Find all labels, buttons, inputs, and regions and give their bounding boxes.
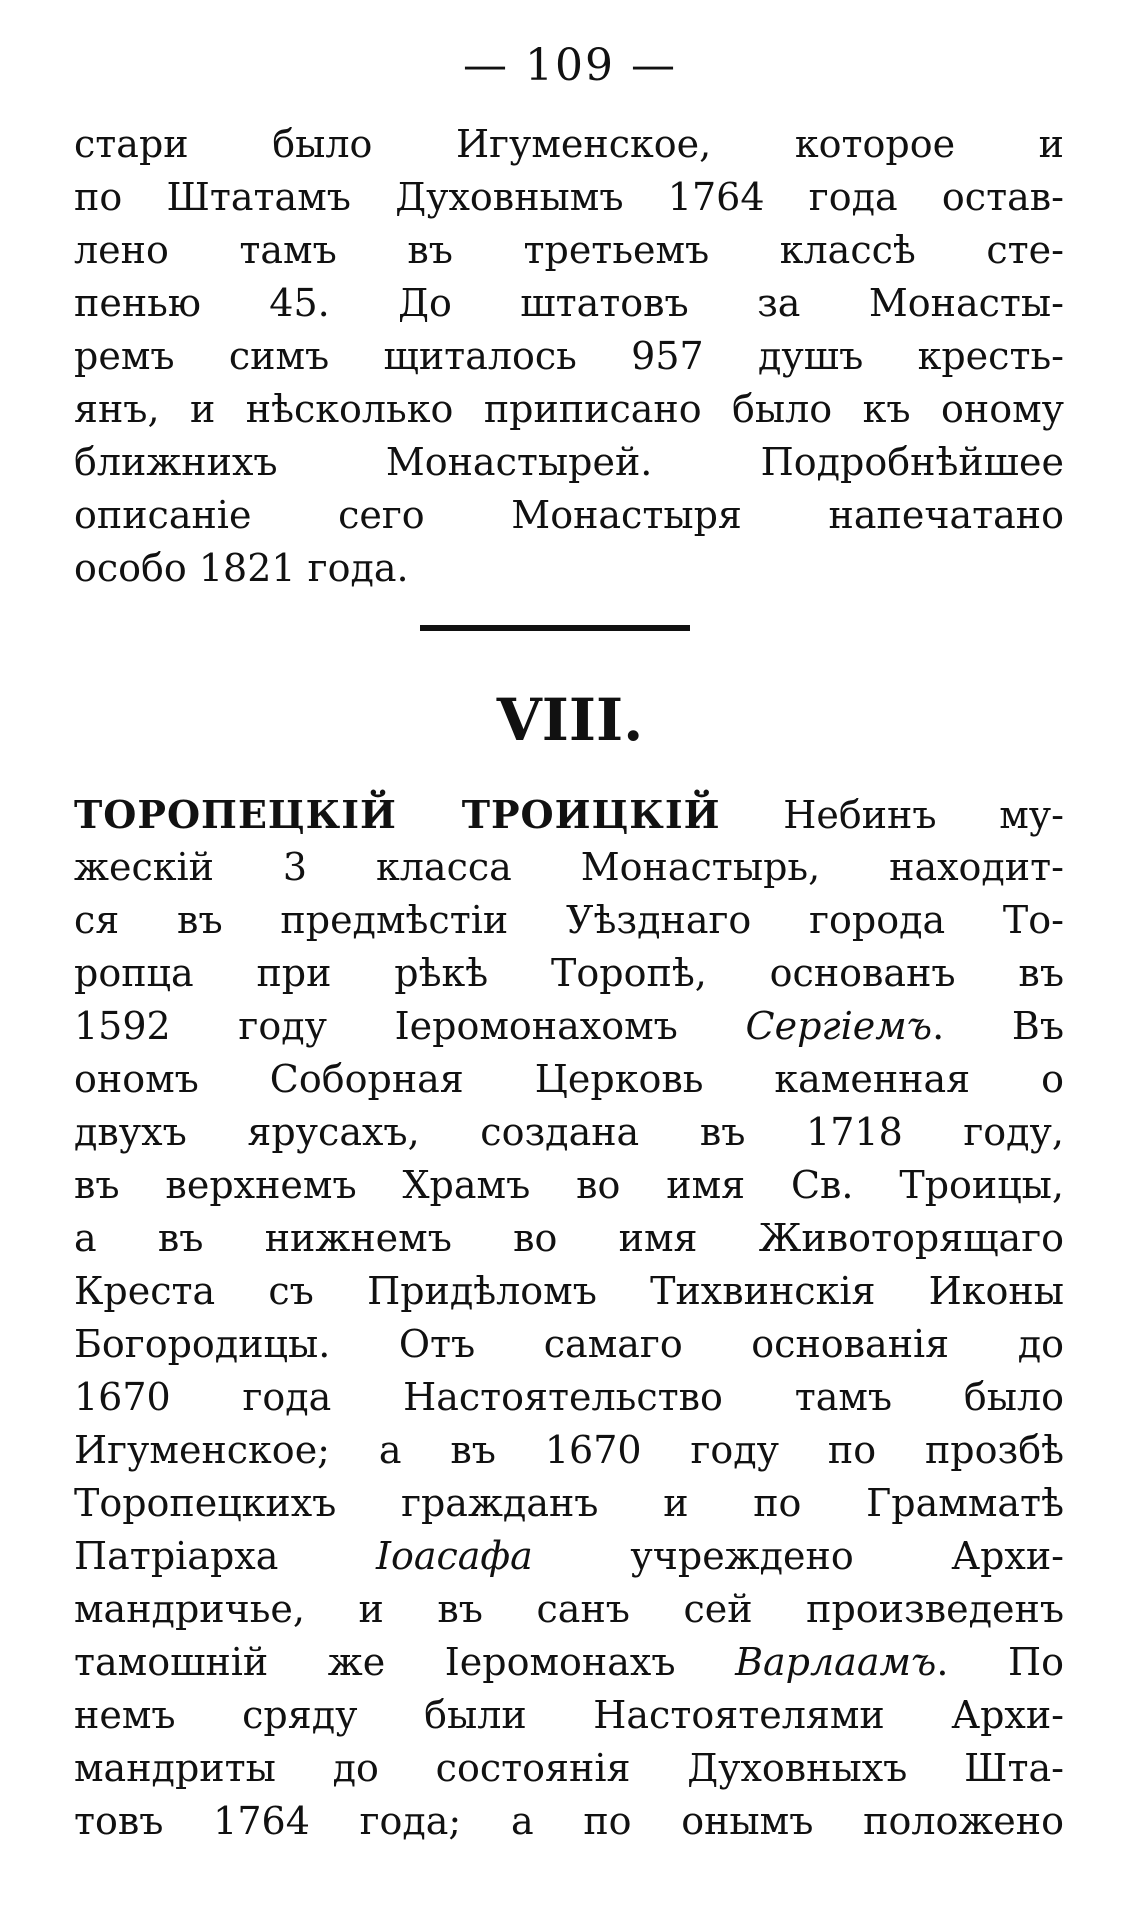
text-fragment: Небинъ му- (720, 793, 1064, 837)
italic-name: Iоасафа (375, 1534, 533, 1578)
text-line: Торопецкихъ гражданъ и по Грамматѣ (74, 1481, 1064, 1525)
italic-name: Сергiемъ (745, 1004, 933, 1048)
text-fragment: 1592 году Iеромонахомъ (74, 1004, 746, 1048)
text-fragment: . Въ (932, 1004, 1064, 1048)
text-line (74, 1000, 1064, 1053)
text-line: жескiй 3 класса Монастырь, находит- (74, 845, 1064, 889)
text-line: по Штатамъ Духовнымъ 1764 года остав- (74, 175, 1064, 219)
text-line (74, 788, 1064, 841)
text-line: ремъ симъ щиталось 957 душъ кресть- (74, 334, 1064, 378)
text-line: двухъ ярусахъ, создана въ 1718 году, (74, 1110, 1064, 1154)
text-line: особо 1821 года. (74, 546, 409, 590)
text-line: мандриты до состоянiя Духовныхъ Шта- (74, 1746, 1064, 1790)
text-line: 1670 года Настоятельство тамъ было (74, 1375, 1064, 1419)
text-fragment: . По (936, 1640, 1064, 1684)
page-number: — 109 — (463, 40, 677, 91)
text-line: Креста съ Придѣломъ Тихвинскiя Иконы (74, 1269, 1064, 1313)
text-line: Игуменское; а въ 1670 году по прозбѣ (74, 1428, 1064, 1472)
text-fragment: Патрiарха (74, 1534, 376, 1578)
italic-name: Варлаамъ (735, 1640, 937, 1684)
text-line: описанiе сего Монастыря напечатано (74, 493, 1064, 537)
paragraph-continuation (74, 118, 1064, 595)
text-line: стари было Игуменское, которое и (74, 122, 1064, 166)
text-line: янъ, и нѣсколько приписано было къ оному (74, 387, 1064, 431)
text-line: ропца при рѣкѣ Торопѣ, основанъ въ (74, 951, 1064, 995)
monastery-name: ТОРОПЕЦКIЙ ТРОИЦКIЙ (74, 792, 721, 837)
text-line: пенью 45. До штатовъ за Монасты- (74, 281, 1064, 325)
text-line (74, 1530, 1064, 1583)
text-line (74, 1636, 1064, 1689)
text-line: въ верхнемъ Храмъ во имя Св. Троицы, (74, 1163, 1064, 1207)
text-line: ся въ предмѣстiи Уѣзднаго города То- (74, 898, 1064, 942)
text-line: ономъ Соборная Церковь каменная о (74, 1057, 1064, 1101)
section-divider-rule (420, 625, 690, 631)
text-fragment: тамошнiй же Iеромонахъ (74, 1640, 736, 1684)
text-line: товъ 1764 года; а по онымъ положено (74, 1799, 1064, 1843)
text-line: немъ сряду были Настоятелями Архи- (74, 1693, 1064, 1737)
text-line: а въ нижнемъ во имя Животорящаго (74, 1216, 1064, 1260)
section-heading: VIII. (496, 686, 644, 754)
text-line: ближнихъ Монастырей. Подробнѣйшее (74, 440, 1064, 484)
text-line: лено тамъ въ третьемъ классѣ сте- (74, 228, 1064, 272)
paragraph-toropets-monastery (74, 788, 1064, 1848)
text-line: Богородицы. Отъ самаго основанiя до (74, 1322, 1064, 1366)
text-fragment: учреждено Архи- (532, 1534, 1064, 1578)
text-line: мандричье, и въ санъ сей произведенъ (74, 1587, 1064, 1631)
